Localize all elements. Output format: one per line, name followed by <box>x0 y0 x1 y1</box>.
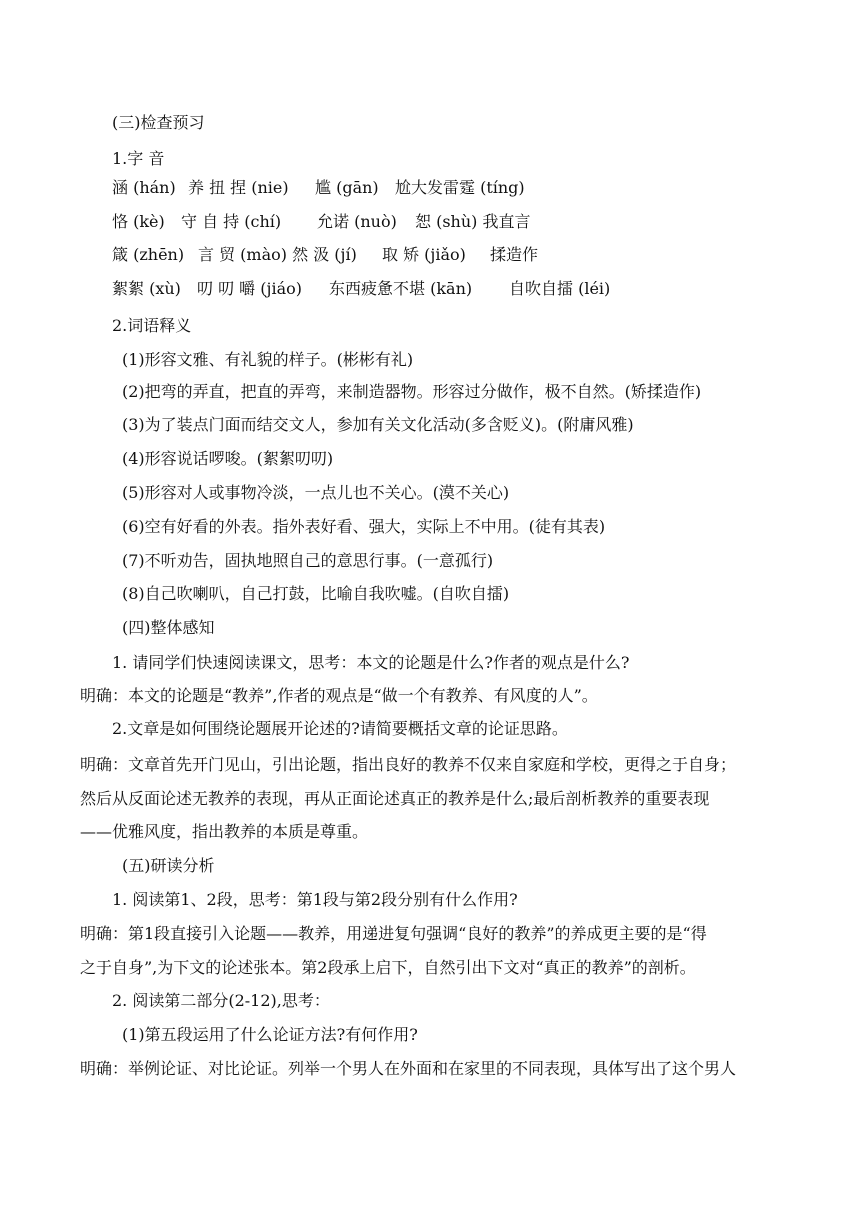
vocab-item: (4)形容说话啰唆。(絮絮叨叨) <box>122 449 334 468</box>
answer-line: 然后从反面论述无教养的表现，再从正面论述真正的教养是什么;最后剖析教养的重要表现 <box>80 789 710 808</box>
pronunciation-cell: 言 贸 (mào) 然 汲 (jí) <box>198 245 357 264</box>
pronunciation-cell: 絮絮 (xù) <box>112 279 181 298</box>
pronunciation-cell: 自吹自擂 (léi) <box>509 279 611 298</box>
pronunciation-row <box>112 278 610 300</box>
subsection-heading: 2.词语释义 <box>112 316 192 335</box>
question: 2.文章是如何围绕论题展开论述的?请简要概括文章的论证思路。 <box>112 719 568 738</box>
vocab-item: (3)为了装点门面而结交文人，参加有关文化活动(多含贬义)。(附庸风雅) <box>122 415 634 434</box>
pronunciation-cell: 揉造作 <box>490 245 539 264</box>
pronunciation-row <box>112 177 525 199</box>
answer-line: 明确：举例论证、对比论证。列举一个男人在外面和在家里的不同表现，具体写出了这个男人 <box>80 1059 737 1078</box>
answer-line: 之于自身”,为下文的论述张本。第2段承上启下，自然引出下文对“真正的教养”的剖析。 <box>80 958 696 977</box>
question: 2. 阅读第二部分(2-12),思考： <box>112 991 330 1010</box>
pronunciation-cell: 叨 叨 嚼 (jiáo) <box>197 279 302 298</box>
pronunciation-cell: 取 矫 (jiǎo) <box>382 245 466 264</box>
pronunciation-cell: 允诺 (nuò) <box>317 212 397 231</box>
pronunciation-cell: 养 扭 捏 (nie) <box>188 178 289 197</box>
pronunciation-cell: 恪 (kè) <box>112 212 165 231</box>
answer: 明确：本文的论题是“教养”,作者的观点是“做一个有教养、有风度的人”。 <box>80 686 598 705</box>
vocab-item: (6)空有好看的外表。指外表好看、强大，实际上不中用。(徒有其表) <box>122 517 606 536</box>
section-heading: (五)研读分析 <box>122 856 215 875</box>
vocab-item: (8)自己吹喇叭，自己打鼓，比喻自我吹嘘。(自吹自擂) <box>122 584 510 603</box>
vocab-item: (5)形容对人或事物冷淡，一点儿也不关心。(漠不关心) <box>122 483 510 502</box>
subsection-heading: 1.字 音 <box>112 149 165 168</box>
section-heading: (四)整体感知 <box>122 618 215 637</box>
question: 1. 请同学们快速阅读课文，思考：本文的论题是什么?作者的观点是什么? <box>112 653 630 672</box>
sub-question: (1)第五段运用了什么论证方法?有何作用? <box>122 1025 418 1044</box>
pronunciation-cell: 箴 (zhēn) <box>112 245 185 264</box>
vocab-item: (1)形容文雅、有礼貌的样子。(彬彬有礼) <box>122 350 414 369</box>
pronunciation-cell: 东西疲惫不堪 (kān) <box>329 279 473 298</box>
answer-line: 明确：第1段直接引入论题——教养，用递进复句强调“良好的教养”的养成更主要的是“得 <box>80 924 707 943</box>
pronunciation-cell: 守 自 持 (chí) <box>181 212 282 231</box>
pronunciation-cell: 涵 (hán) <box>112 178 176 197</box>
pronunciation-cell: 恕 (shù) 我直言 <box>415 212 531 231</box>
pronunciation-cell: 尴 (gān) <box>315 178 379 197</box>
answer-line: 明确：文章首先开门见山，引出论题，指出良好的教养不仅来自家庭和学校，更得之于自身； <box>80 755 737 774</box>
question: 1. 阅读第1、2段，思考：第1段与第2段分别有什么作用? <box>112 890 518 909</box>
vocab-item: (2)把弯的弄直，把直的弄弯，来制造器物。形容过分做作，极不自然。(矫揉造作) <box>122 382 702 401</box>
pronunciation-row <box>112 244 538 266</box>
vocab-item: (7)不听劝告，固执地照自己的意思行事。(一意孤行) <box>122 551 494 570</box>
pronunciation-row <box>112 211 530 233</box>
pronunciation-cell: 尬大发雷霆 (tíng) <box>395 178 525 197</box>
section-heading: (三)检查预习 <box>112 113 205 132</box>
answer-line: ——优雅风度，指出教养的本质是尊重。 <box>80 822 369 841</box>
